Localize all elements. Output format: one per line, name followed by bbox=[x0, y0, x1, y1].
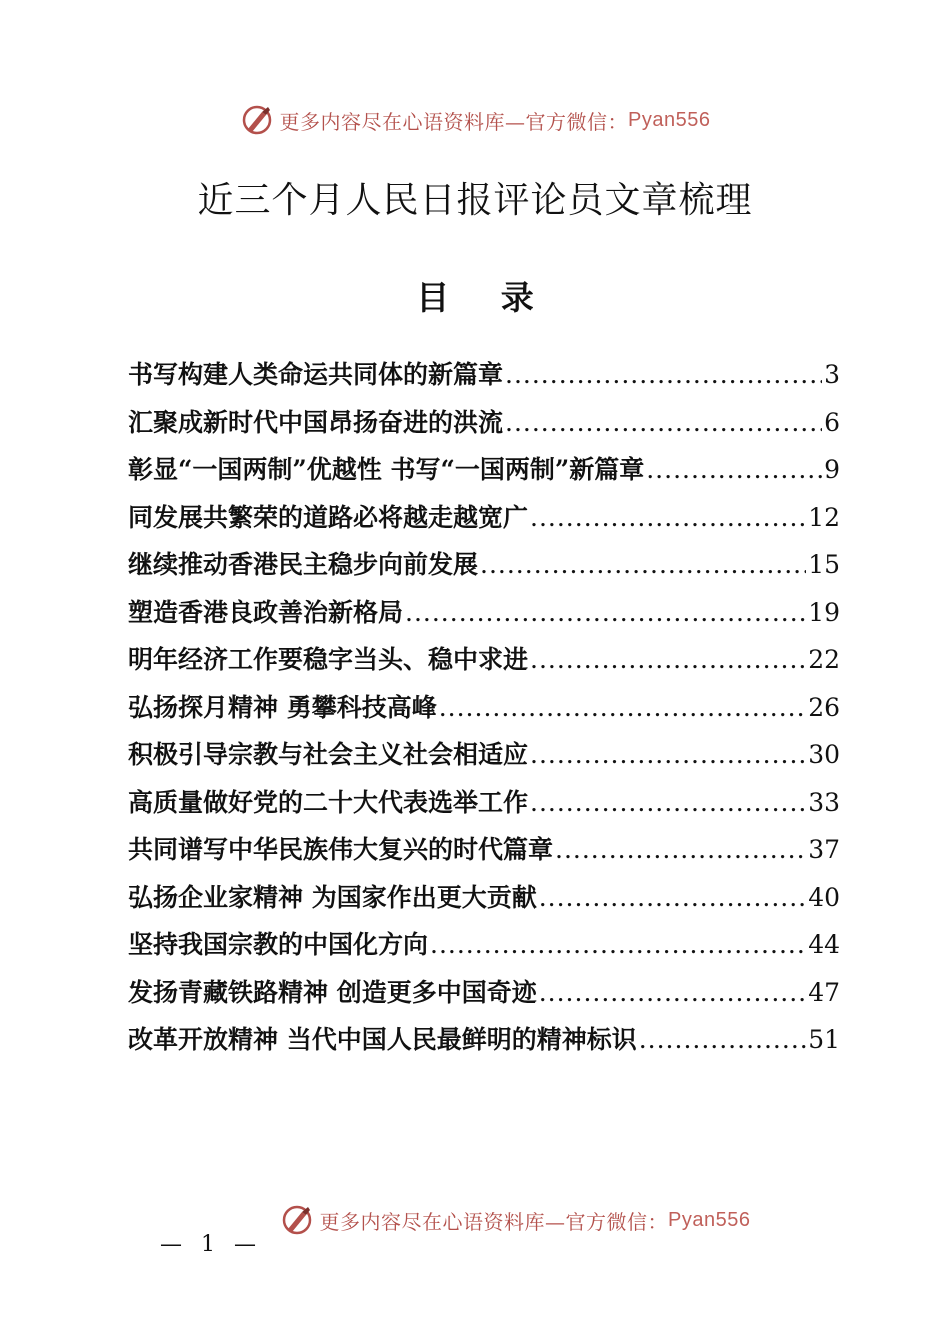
toc-item[interactable] bbox=[128, 640, 840, 688]
toc-item-page: 51 bbox=[808, 1025, 840, 1054]
document-title: 近三个月人民日报评论员文章梳理 bbox=[197, 180, 753, 221]
toc-item-title: 弘扬企业家精神 为国家作出更大贡献 bbox=[128, 882, 537, 912]
toc-item[interactable] bbox=[128, 1020, 840, 1068]
toc-item-title: 继续推动香港民主稳步向前发展 bbox=[128, 550, 479, 579]
toc-item[interactable] bbox=[128, 735, 840, 783]
toc-item-page: 6 bbox=[824, 407, 840, 437]
toc-item-title: 弘扬探月精神 勇攀科技高峰 bbox=[128, 692, 437, 722]
toc-item-page: 9 bbox=[824, 455, 840, 484]
toc-item-title: 塑造香港良政善治新格局 bbox=[128, 597, 404, 627]
toc-leader-dots bbox=[405, 598, 806, 627]
toc-leader-dots bbox=[505, 408, 822, 437]
toc-item[interactable] bbox=[128, 830, 840, 878]
toc-item[interactable] bbox=[128, 593, 840, 641]
toc-leader-dots bbox=[539, 883, 806, 912]
toc-leader-dots bbox=[480, 550, 806, 579]
toc-item-title: 改革开放精神 当代中国人民最鲜明的精神标识 bbox=[128, 1025, 637, 1054]
toc-item-title: 汇聚成新时代中国昂扬奋进的洪流 bbox=[128, 407, 504, 437]
toc-leader-dots bbox=[639, 1025, 806, 1054]
toc-leader-dots bbox=[646, 455, 822, 484]
toc-item[interactable] bbox=[128, 878, 840, 926]
toc-item-page: 47 bbox=[808, 977, 840, 1007]
page-number: — 1 — bbox=[160, 1232, 262, 1257]
watermark-top bbox=[0, 100, 950, 140]
watermark-wechat-id: Pyan556 bbox=[668, 1208, 751, 1231]
toc-item[interactable] bbox=[128, 973, 840, 1021]
toc-item-page: 19 bbox=[808, 597, 840, 627]
toc-leader-dots bbox=[530, 645, 806, 674]
toc-leader-dots bbox=[555, 835, 806, 864]
toc-leader-dots bbox=[530, 503, 806, 532]
toc-item-title: 积极引导宗教与社会主义社会相适应 bbox=[128, 740, 529, 769]
toc-leader-dots bbox=[530, 740, 806, 769]
toc-item-title: 高质量做好党的二十大代表选举工作 bbox=[128, 787, 529, 817]
toc-item-page: 15 bbox=[808, 550, 840, 579]
toc-item-title: 彰显“一国两制”优越性 书写“一国两制”新篇章 bbox=[128, 455, 645, 484]
toc-heading: 目 录 bbox=[416, 278, 554, 317]
toc-item-page: 37 bbox=[808, 835, 840, 864]
pen-logo-icon bbox=[240, 103, 274, 137]
toc-item[interactable] bbox=[128, 355, 840, 403]
watermark-wechat-id: Pyan556 bbox=[628, 108, 711, 131]
toc-item[interactable] bbox=[128, 925, 840, 973]
toc-item-page: 44 bbox=[808, 930, 840, 959]
toc-item-title: 同发展共繁荣的道路必将越走越宽广 bbox=[128, 502, 529, 532]
toc-item-page: 33 bbox=[808, 787, 840, 817]
toc-item-title: 发扬青藏铁路精神 创造更多中国奇迹 bbox=[128, 977, 537, 1007]
watermark-text: 更多内容尽在心语资料库—官方微信： bbox=[319, 1209, 669, 1234]
watermark-text: 更多内容尽在心语资料库—官方微信： bbox=[279, 109, 629, 134]
toc-item-title: 共同谱写中华民族伟大复兴的时代篇章 bbox=[128, 835, 554, 864]
toc-item-title: 书写构建人类命运共同体的新篇章 bbox=[128, 360, 504, 389]
toc-leader-dots bbox=[430, 930, 806, 959]
toc-item-page: 12 bbox=[808, 502, 840, 532]
toc-item-title: 坚持我国宗教的中国化方向 bbox=[128, 930, 429, 959]
toc-leader-dots bbox=[539, 978, 806, 1007]
toc-item[interactable] bbox=[128, 403, 840, 451]
toc-item[interactable] bbox=[128, 688, 840, 736]
toc-item[interactable] bbox=[128, 545, 840, 593]
toc-item-page: 3 bbox=[824, 360, 840, 389]
toc-item-page: 22 bbox=[808, 645, 840, 674]
toc-item-page: 30 bbox=[808, 740, 840, 769]
toc-leader-dots bbox=[530, 788, 806, 817]
pen-logo-icon bbox=[280, 1203, 314, 1237]
toc-item-title: 明年经济工作要稳字当头、稳中求进 bbox=[128, 645, 529, 674]
toc-item-page: 40 bbox=[808, 882, 840, 912]
toc-item[interactable] bbox=[128, 498, 840, 546]
toc-item[interactable] bbox=[128, 783, 840, 831]
toc-item-page: 26 bbox=[808, 692, 840, 722]
toc-leader-dots bbox=[505, 360, 822, 389]
toc-item[interactable] bbox=[128, 450, 840, 498]
toc-leader-dots bbox=[439, 693, 806, 722]
table-of-contents bbox=[128, 355, 840, 1068]
